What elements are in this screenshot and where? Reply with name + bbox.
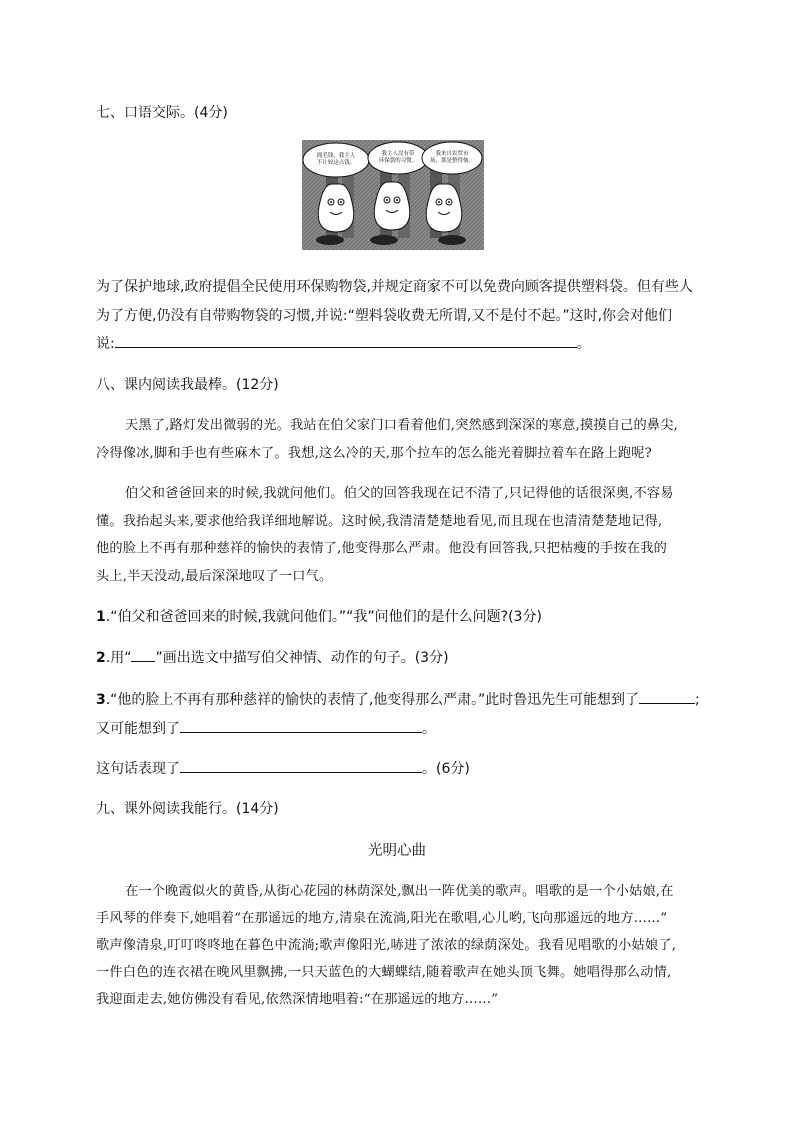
- question-3-blank-1[interactable]: [639, 689, 695, 704]
- question-2-pre: .用“: [105, 650, 132, 666]
- passage-para2-line-2: 懂。我抬起头来,要求他给我详细地解说。这时候,我清清楚楚地看见,而且现在也清清楚楚地记得,: [96, 514, 663, 529]
- question-2-post: ”画出选文中描写伯父神情、动作的句子。(3分): [155, 650, 449, 666]
- question-1-number: 1: [96, 609, 106, 625]
- question-2: [96, 647, 449, 667]
- section-7-heading: 七、口语交际。(4分): [96, 105, 228, 121]
- question-3: [96, 688, 700, 708]
- answer-prefix: 说:: [96, 336, 115, 352]
- article-line-4: 一件白色的连衣裙在晚风里飘拂,一只天蓝色的大蝴蝶结,随着歌声在她头顶飞舞。她唱得那么动情,: [96, 965, 672, 980]
- passage-para1-line-1: 天黑了,路灯发出微弱的光。我站在伯父家门口看着他们,突然感到深深的寒意,摸摸自己的鼻尖,: [125, 418, 679, 433]
- section-7-answer-line: [96, 333, 591, 353]
- article-line-2: 手风琴的伴奏下,她唱着“在那遥远的地方,清泉在流淌,阳光在歌唱,心儿哟,飞向那遥远的地方……”: [96, 911, 668, 926]
- question-3-blank-2[interactable]: [180, 718, 422, 733]
- passage-para2-line-4: 头上,半天没动,最后深深地叹了一口气。: [96, 569, 333, 584]
- question-3b-end: 。: [422, 721, 436, 737]
- bag-2: [374, 182, 409, 230]
- bag-3: [426, 184, 461, 232]
- article-line-5: 我迎面走去,她仿佛没有看见,依然深情地唱着:“在那遥远的地方……”: [96, 992, 499, 1007]
- question-3-blank-3[interactable]: [180, 758, 422, 773]
- section-7-para-line-2: 为了方便,仍没有自带购物袋的习惯,并说:“塑料袋收费无所谓,又不是付不起。”这时,你会对他们: [96, 308, 673, 324]
- bag-1: [318, 184, 353, 232]
- question-3-end: ;: [694, 692, 700, 708]
- question-3-line-2: [96, 718, 436, 738]
- question-2-number: 2: [96, 650, 106, 666]
- article-line-3: 歌声像清泉,叮叮咚咚地在暮色中流淌;歌声像阳光,哧进了浓浓的绿荫深处。我看见唱歌的小姑娘了,: [96, 938, 677, 953]
- answer-blank[interactable]: [115, 333, 577, 348]
- question-1-text: .“伯父和爸爸回来的时候,我就问他们。”“我”问他们的是什么问题?(3分): [105, 609, 542, 625]
- passage-para2-line-3: 他的脸上不再有那种慈祥的愉快的表情了,他变得那么严肃。他没有回答我,只把枯瘦的手按在我的: [96, 541, 668, 556]
- question-3-text: .“他的脸上不再有那种慈祥的愉快的表情了,他变得那么严肃。”此时鲁迅先生可能想到了: [105, 692, 639, 708]
- article-line-1: 在一个晚霞似火的黄昏,从街心花园的林荫深处,飘出一阵优美的歌声。唱歌的是一个小姑娘,在: [125, 884, 674, 899]
- article-title: 光明心曲: [368, 843, 426, 859]
- underline-mark: [131, 647, 155, 662]
- section-8-heading: 八、课内阅读我最棒。(12分): [96, 377, 279, 393]
- section-9-heading: 九、课外阅读我能行。(14分): [96, 801, 279, 817]
- question-3c-end: 。(6分): [422, 761, 470, 777]
- section-7-para-line-1: 为了保护地球,政府提倡全民使用环保购物袋,并规定商家不可以免费向顾客提供塑料袋。但有些人: [96, 279, 693, 295]
- passage-para1-line-2: 冷得像冰,脚和手也有些麻木了。我想,这么冷的天,那个拉车的怎么能光着脚拉着车在路上跑呢?: [96, 446, 652, 461]
- passage-para2-line-1: 伯父和爸爸回来的时候,我就问他们。伯父的回答我现在记不清了,只记得他的话很深奥,不容易: [125, 486, 674, 501]
- bubble-1-text: 拥毛钱，我主人不计较这点钱。: [316, 153, 356, 166]
- bubble-2-text: 我主人没有带环保袋的习惯。: [378, 151, 418, 164]
- bubble-3-text: 我来自农贸市场，那是整得恼。: [429, 151, 475, 164]
- question-1: [96, 606, 542, 626]
- question-3-line-3: [96, 758, 470, 778]
- answer-suffix: 。: [576, 336, 591, 352]
- shopping-bags-cartoon: [302, 140, 484, 250]
- question-3-number: 3: [96, 692, 106, 708]
- question-3c-prefix: 这句话表现了: [96, 761, 180, 777]
- question-3b-prefix: 又可能想到了: [96, 721, 180, 737]
